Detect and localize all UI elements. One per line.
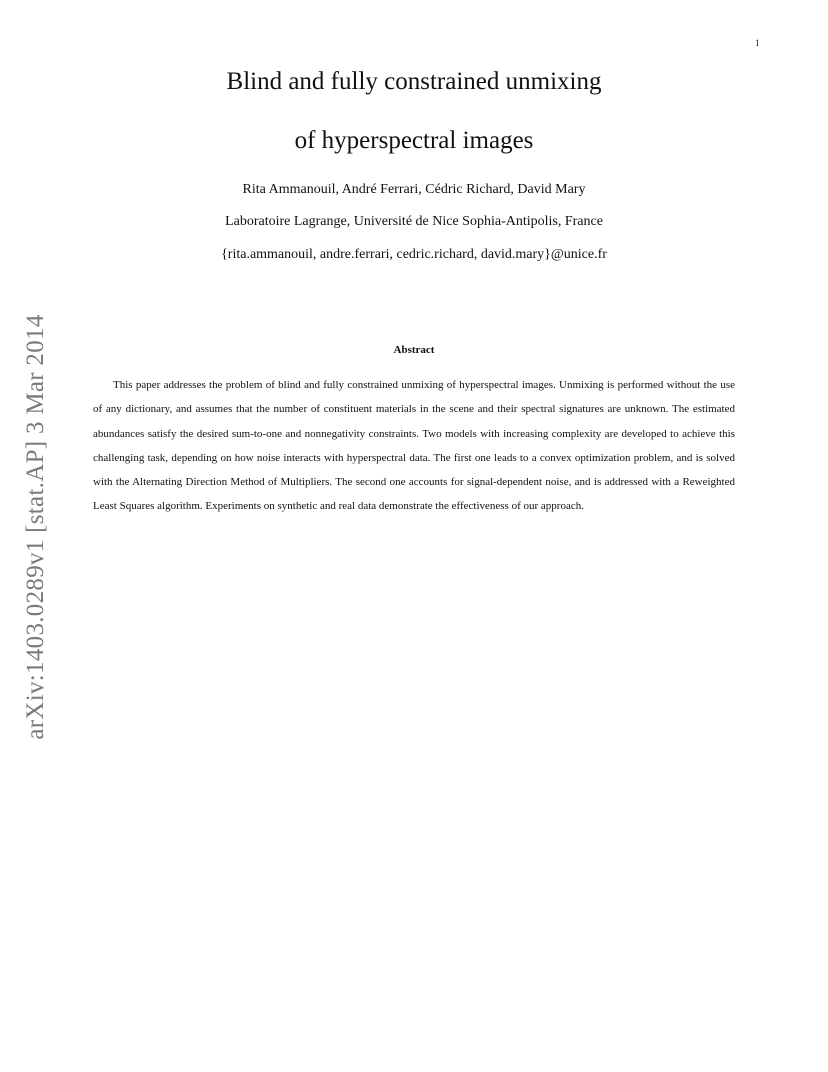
abstract-heading: Abstract xyxy=(393,344,435,356)
author-emails: {rita.ammanouil, andre.ferrari, cedric.richard, david.mary}@unice.fr xyxy=(221,247,607,262)
page-number: 1 xyxy=(755,38,760,48)
paper-title-line-2: of hyperspectral images xyxy=(294,127,534,154)
abstract-body: This paper addresses the problem of blind and fully constrained unmixing of hyperspectral images. Unmixing is performed without the use of any dictionary, and assumes that the number of constituent materials in the scene and their spectral signatures are unknown. The estimated abundances satisfy the desired sum-to-one and nonnegativity constraints. Two models with increasing complexity are developed to achieve this challenging task, depending on how noise interacts with hyperspectral data. The first one leads to a convex optimization problem, and is solved with the Alternating Direction Method of Multipliers. The second one accounts for signal-dependent noise, and is addressed with a Reweighted Least Squares algorithm. Experiments on synthetic and real data demonstrate the effectiveness of our approach. xyxy=(93,379,735,513)
author-list: Rita Ammanouil, André Ferrari, Cédric Richard, David Mary xyxy=(242,182,586,197)
arxiv-identifier-stamp: arXiv:1403.0289v1 [stat.AP] 3 Mar 2014 xyxy=(22,314,49,740)
affiliation: Laboratoire Lagrange, Université de Nice Sophia-Antipolis, France xyxy=(225,214,603,229)
paper-title-line-1: Blind and fully constrained unmixing xyxy=(226,68,602,95)
